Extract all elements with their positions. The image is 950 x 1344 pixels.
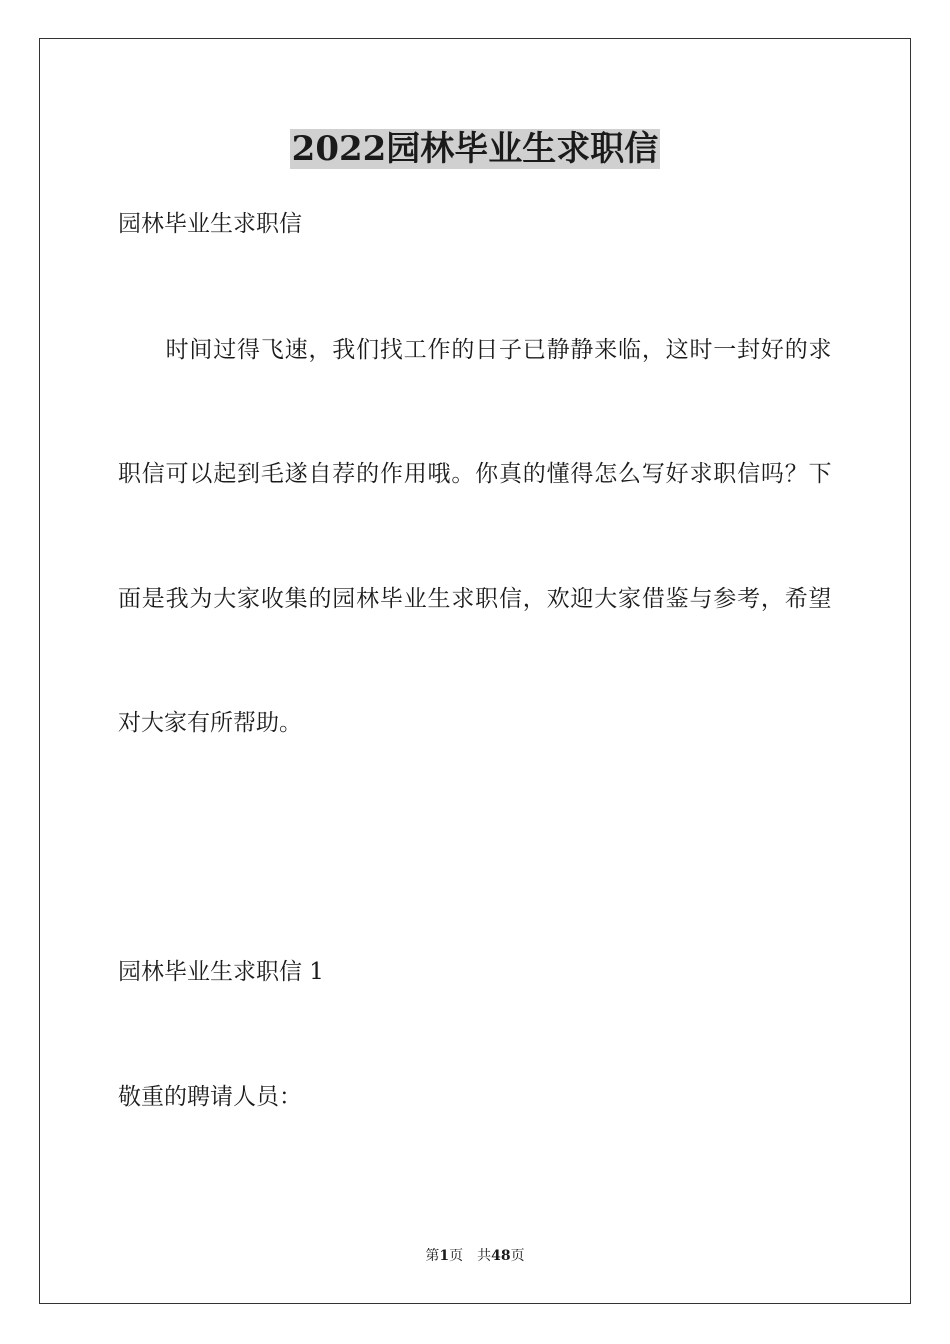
footer-total-prefix: 共 bbox=[477, 1248, 492, 1264]
footer-page-prefix: 第 bbox=[425, 1248, 440, 1264]
document-title-text: 2022园林毕业生求职信 bbox=[291, 129, 659, 169]
footer-page-suffix: 页 bbox=[449, 1248, 464, 1264]
section-heading: 园林毕业生求职信 1 bbox=[118, 959, 324, 985]
intro-line-3: 面是我为大家收集的园林毕业生求职信，欢迎大家借鉴与参考，希望 bbox=[118, 586, 832, 612]
footer-total-suffix: 页 bbox=[510, 1248, 525, 1264]
salutation: 敬重的聘请人员： bbox=[118, 1084, 302, 1110]
intro-line-4: 对大家有所帮助。 bbox=[118, 710, 302, 736]
intro-line-1: 时间过得飞速，我们找工作的日子已静静来临，这时一封好的求 bbox=[118, 337, 832, 363]
footer-total-pages: 48 bbox=[491, 1248, 511, 1264]
intro-line-2: 职信可以起到毛遂自荐的作用哦。你真的懂得怎么写好求职信吗？下 bbox=[118, 461, 832, 487]
document-subtitle: 园林毕业生求职信 bbox=[118, 211, 302, 237]
document-title bbox=[0, 128, 950, 170]
footer-page-number: 1 bbox=[439, 1248, 450, 1264]
page-footer bbox=[0, 1247, 950, 1265]
